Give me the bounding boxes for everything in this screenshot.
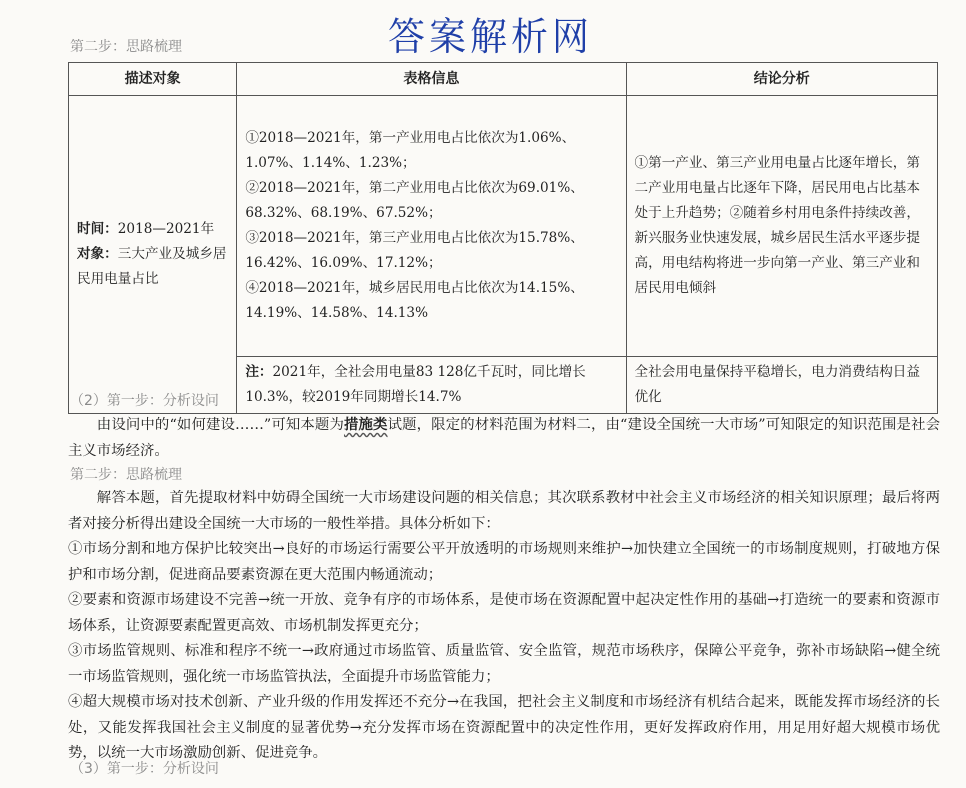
info-cell bbox=[237, 96, 626, 357]
note-conclusion: 全社会用电量保持平稳增长，电力消费结构日益优化 bbox=[634, 364, 920, 405]
info-item: ④2018—2021年，城乡居民用电占比依次为14.15%、14.19%、14.58%、14.13% bbox=[245, 280, 584, 321]
table-header-row bbox=[69, 63, 938, 96]
emphasis-term: 措施类 bbox=[343, 416, 388, 433]
note-conclusion-cell bbox=[626, 357, 937, 414]
note-text: 2021年，全社会用电量83 128亿千瓦时，同比增长10.3%，较2019年同期增长14.7% bbox=[245, 364, 586, 405]
list-item: ①市场分割和地方保护比较突出→良好的市场运行需要公平开放透明的市场规则来维护→加快建立全国统一的市场制度规则，打破地方保护和市场分割，促进商品要素资源在更大范围内畅通流动； bbox=[68, 541, 940, 583]
info-item: ③2018—2021年，第三产业用电占比依次为15.78%、16.42%、16.09%、17.12%； bbox=[245, 230, 584, 271]
paragraph-approach: 解答本题，首先提取材料中妨碍全国统一大市场建设问题的相关信息；其次联系教材中社会主义市场经济的相关知识原理；最后将两者对接分析得出建设全国统一大市场的一般性举措。具体分析如下： bbox=[68, 490, 940, 532]
header-info: 表格信息 bbox=[237, 63, 626, 96]
step-heading-thinking-2: 第二步：思路梳理 bbox=[70, 467, 182, 483]
list-item: ④超大规模市场对技术创新、产业升级的作用发挥还不充分→在我国，把社会主义制度和市场经济有机结合起来，既能发挥市场经济的长处，又能发挥我国社会主义制度的显著优势→充分发挥市场在资源配置中的决定性作用，更好发挥政府作用，用足用好超大规模市场优势，以统一大市场激励创新、促进竞争。 bbox=[68, 694, 940, 761]
info-item: ①2018—2021年，第一产业用电占比依次为1.06%、1.07%、1.14%、1.23%； bbox=[245, 130, 576, 171]
conclusion-cell bbox=[626, 96, 937, 357]
note-cell bbox=[237, 357, 626, 414]
info-item: ②2018—2021年，第二产业用电占比依次为69.01%、68.32%、68.19%、67.52%； bbox=[245, 180, 584, 221]
header-object: 描述对象 bbox=[69, 63, 237, 96]
list-item: ②要素和资源市场建设不完善→统一开放、竞争有序的市场体系，是使市场在资源配置中起决定性作用的基础→打造统一的要素和资源市场体系，让资源要素配置更高效、市场机制发挥更充分； bbox=[68, 592, 940, 634]
step-heading-question-2: （2）第一步：分析设问 bbox=[70, 393, 219, 409]
watermark: 答案解析网 bbox=[388, 14, 593, 60]
time-label: 时间： bbox=[77, 221, 118, 237]
object-value: 三大产业及城乡居民用电量占比 bbox=[77, 246, 227, 287]
paragraph-text: 由设问中的“如何建设……”可知本题为 bbox=[96, 417, 344, 433]
analysis-table bbox=[68, 62, 938, 414]
note-label: 注： bbox=[245, 364, 273, 380]
time-value: 2018—2021年 bbox=[117, 221, 215, 237]
paragraph-text: 试题，限定的材料范围为材料二，由“建设全国统一大市场”可知限定的知识范围是社会主义市场经济。 bbox=[68, 417, 940, 459]
list-item: ③市场监管规则、标准和程序不统一→政府通过市场监管、质量监管、安全监管，规范市场秩序，保障公平竞争，弥补市场缺陷→健全统一市场监管规则，强化统一市场监管执法，全面提升市场监管能力； bbox=[68, 643, 940, 685]
step-heading-question-3: （3）第一步：分析设问 bbox=[70, 761, 219, 777]
paragraph-question-analysis bbox=[68, 412, 940, 464]
header-conclusion: 结论分析 bbox=[626, 63, 937, 96]
object-label: 对象： bbox=[77, 246, 118, 262]
object-cell bbox=[69, 96, 237, 414]
table-row bbox=[69, 96, 938, 357]
conclusion-text: ①第一产业、第三产业用电量占比逐年增长，第二产业用电量占比逐年下降，居民用电占比基本处于上升趋势；②随着乡村用电条件持续改善，新兴服务业快速发展，城乡居民生活水平逐步提高，用电结构将进一步向第一产业、第三产业和居民用电倾斜 bbox=[634, 155, 920, 296]
analysis-list bbox=[68, 537, 940, 767]
step-heading-thinking: 第二步：思路梳理 bbox=[70, 39, 182, 55]
